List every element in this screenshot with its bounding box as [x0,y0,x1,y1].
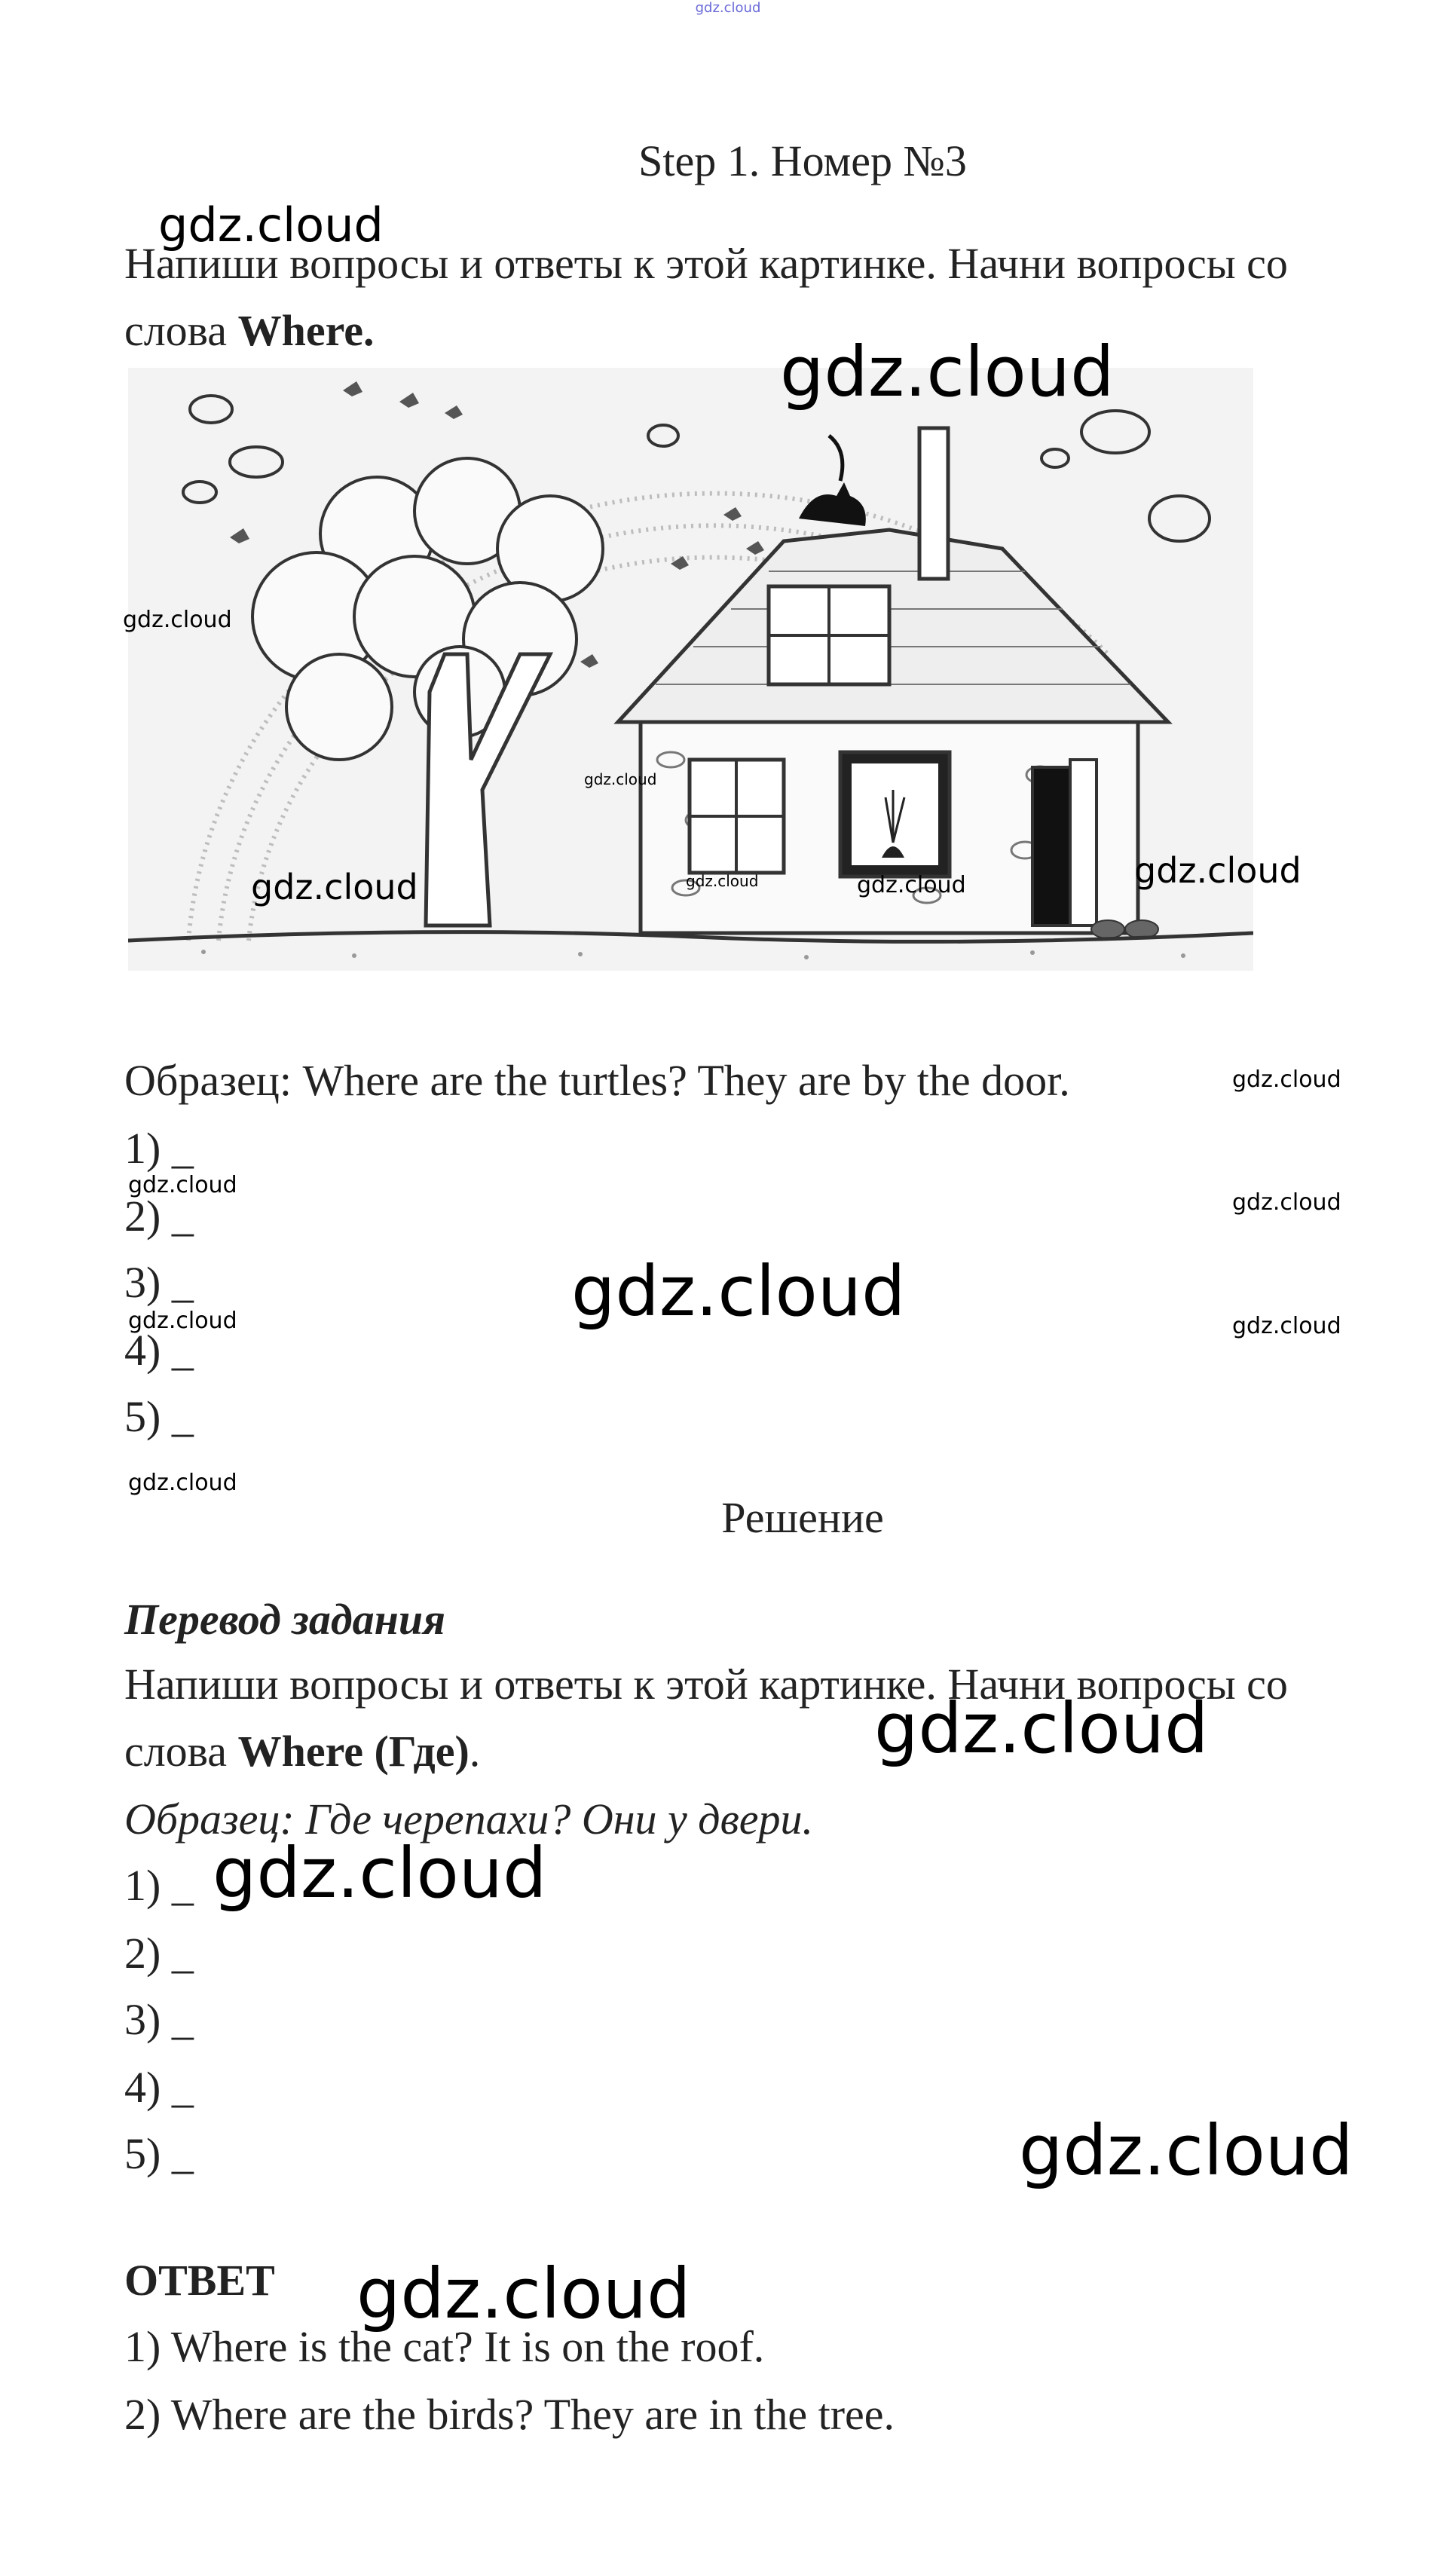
translation-blank-4: 4) _ [124,2063,194,2112]
watermark: gdz.cloud [1019,2110,1354,2191]
watermark: gdz.cloud [128,1470,237,1496]
watermark: gdz.cloud [128,1172,237,1198]
watermark: gdz.cloud [123,607,232,633]
watermark: gdz.cloud [857,872,966,898]
solution-heading: Решение [721,1493,884,1542]
blank-5: 5) _ [124,1392,194,1441]
top-watermark: gdz.cloud [695,0,761,16]
watermark: gdz.cloud [780,332,1115,412]
task-text-bold: Where. [237,306,375,355]
watermark: gdz.cloud [1232,1189,1341,1216]
watermark: gdz.cloud [1134,850,1302,891]
watermark: gdz.cloud [686,872,759,890]
watermark: gdz.cloud [251,867,418,907]
translation-blank-5: 5) _ [124,2129,194,2178]
answer-line-2: 2) Where are the birds? They are in the tree. [124,2390,895,2439]
watermark: gdz.cloud [128,1308,237,1334]
translation-heading: Перевод задания [124,1595,445,1644]
watermark: gdz.cloud [874,1688,1209,1769]
watermark: gdz.cloud [213,1833,547,1914]
translation-text-end: . [469,1727,481,1776]
watermark: gdz.cloud [1232,1313,1341,1339]
translation-blank-3: 3) _ [124,1995,194,2044]
watermark: gdz.cloud [571,1251,906,1332]
translation-example: Образец: Где черепахи? Они у двери. [124,1795,814,1843]
watermark: gdz.cloud [584,770,657,788]
translation-text-bold: Where (Где) [237,1727,470,1776]
example-text: Образец: Where are the turtles? They are by the door. [124,1056,1070,1105]
blank-3: 3) _ [124,1258,194,1307]
translation-text-plain: Напиши вопросы и ответы к этой картинке. Начни вопросы со слова [124,1660,1288,1776]
watermark: gdz.cloud [1232,1066,1341,1093]
blank-4: 4) _ [124,1326,194,1375]
page-title: Step 1. Номер №3 [638,136,967,185]
answer-heading: ОТВЕТ [124,2256,275,2305]
task-text-plain: Напиши вопросы и ответы к этой картинке. Начни вопросы со слова [124,239,1288,355]
answer-line-1: 1) Where is the cat? It is on the roof. [124,2322,765,2371]
translation-blank-1: 1) _ [124,1861,194,1910]
blank-2: 2) _ [124,1192,194,1241]
translation-blank-2: 2) _ [124,1929,194,1978]
watermark: gdz.cloud [356,2253,691,2334]
blank-1: 1) _ [124,1124,194,1173]
watermark: gdz.cloud [158,197,384,252]
